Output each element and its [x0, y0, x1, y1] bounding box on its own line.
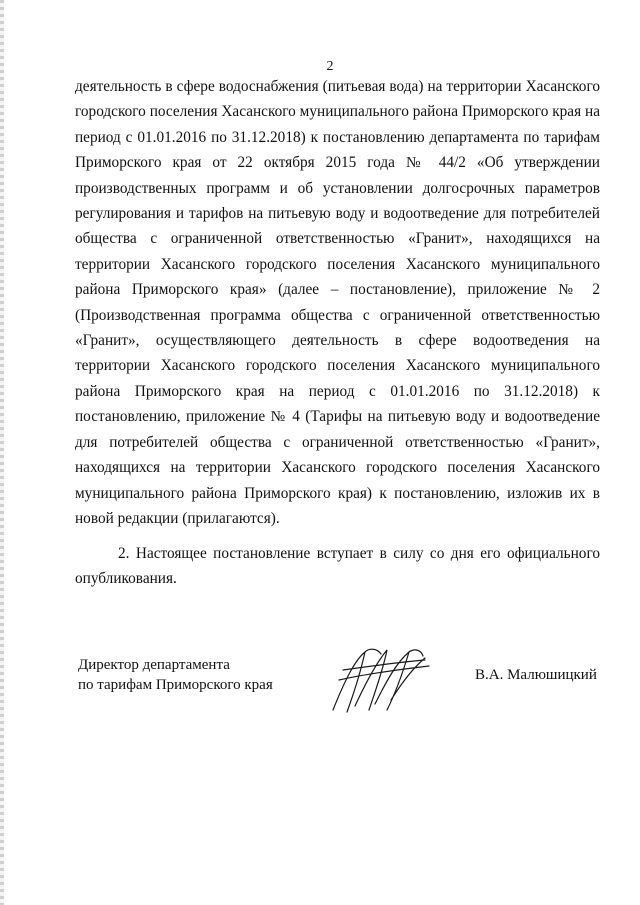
signatory-position	[78, 655, 273, 695]
paragraph-2: 2. Настоящее постановление вступает в силу со дня его официального опубликования.	[75, 545, 600, 588]
page-number: 2	[326, 59, 334, 74]
paragraph-1: деятельность в сфере водоснабжения (питьевая вода) на территории Хасанского городского поселения Хасанского муниципального района Приморского края на период с 01.01.2016 по 31.12.2018) к постановлению департамента по тарифам Приморского края от 22 октября 2015 года № 44/2 «Об утверждении производственных программ и об установлении долгосрочных параметров регулирования и тарифов на питьевую воду и водоотведение для потребителей общества с ограниченной ответственностью «Гранит», находящихся на территории Хасанского городского поселения Хасанского муниципального района Приморского края» (далее – постановление), приложение № 2 (Производственная программа общества с ограниченной ответственностью «Гранит», осуществляющего деятельность в сфере водоотведения на территории Хасанского городского поселения Хасанского муниципального района Приморского края на период с 01.01.2016 по 31.12.2018) к постановлению, приложение № 4 (Тарифы на питьевую воду и водоотведение для потребителей общества с ограниченной ответственностью «Гранит», находящихся на территории Хасанского городского поселения Хасанского муниципального района Приморского края) к постановлению, изложив их в новой редакции (прилагаются).	[75, 78, 600, 527]
scan-edge	[0, 0, 4, 905]
handwritten-signature	[325, 640, 435, 720]
position-line-1: Директор департамента	[78, 657, 230, 673]
position-line-2: по тарифам Приморского края	[78, 677, 273, 693]
signatory-name: В.А. Малюшицкий	[475, 667, 597, 683]
